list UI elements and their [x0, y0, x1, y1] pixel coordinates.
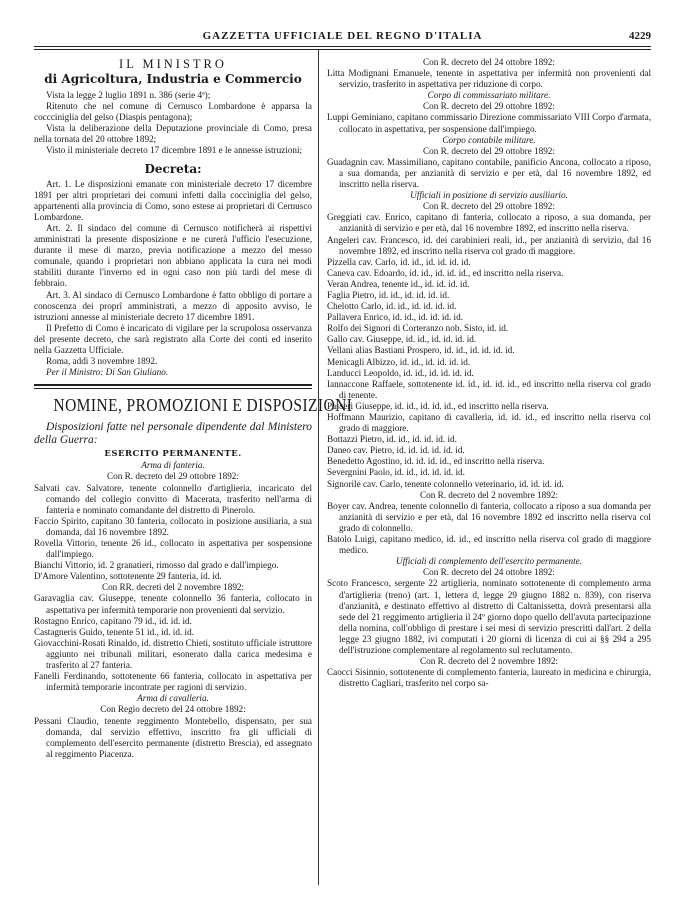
- entry-benedetto: Benedetto Agostino, id. id. id. id., ed inscritto nella riserva.: [327, 456, 545, 467]
- entry-bottazzi: Bottazzi Pietro, id. id., id. id. id. id.: [327, 434, 457, 445]
- decree-29-ottobre-c: Con R. decreto del 29 ottobre 1892:: [423, 201, 555, 212]
- entry-greggiati: Greggiati cav. Enrico, capitano di fanteria, collocato a riposo, a sua domanda, per anzianità di servizio e per età, dal 16 novembre 1892, ed inscritto nella riserva.: [327, 212, 651, 234]
- prefetto-paragraph: Il Prefetto di Como è incaricato di vigilare per la scrupolosa osservanza del presente decreto, che sarà registrato alla Corte dei conti ed inserito nella Gazzetta Ufficiale.: [34, 322, 312, 355]
- entry-litta: Litta Modignani Emanuele, tenente in aspettativa per infermità non provenienti dal servizio, trasferito in aspettativa per riduzione di corpo.: [327, 68, 651, 90]
- decree-2-novembre-b: Con R. decreto del 2 novembre 1892:: [419, 656, 559, 667]
- decree-2-novembre: Con RR. decreti del 2 novembre 1892:: [101, 582, 245, 593]
- arma-fanteria-heading: Arma di fanteria.: [141, 460, 205, 471]
- column-separator: [318, 50, 319, 885]
- decree-2-novembre-a: Con R. decreto del 2 novembre 1892:: [419, 489, 559, 500]
- entry-passeri: Passeri Giuseppe, id. id., id. id. id., ed inscritto nella riserva.: [327, 400, 549, 411]
- entry-landucci: Landucci Leopoldo, id. id., id. id. id. id.: [327, 367, 474, 378]
- section-title: NOMINE, PROMOZIONI E DISPOSIZIONI: [53, 395, 353, 416]
- entry-daneo: Daneo cav. Pietro, id. id. id. id. id. id.: [327, 445, 465, 456]
- article-3: Art. 3. Al sindaco di Cernusco Lombardone è fatto obbligo di portare a conoscenza dei proprî amministrati, a mezzo di apposito avviso, le istruzioni annesse al ministeriale decreto 17 dicembre 1891.: [34, 289, 312, 322]
- right-column: [327, 57, 651, 689]
- entry-hoffmann: Hoffmann Maurizio, capitano di cavalleria, id. id. id., ed inscritto nella riserva col grado di maggiore.: [327, 412, 651, 434]
- decree-24-ottobre-b: Con R. decreto del 24 ottobre 1892:: [423, 567, 555, 578]
- entry-menicagli: Menicagli Albizzo, id. id., id. id. id. id.: [327, 356, 471, 367]
- decree-29-ottobre: Con R. decreto del 29 ottobre 1892:: [107, 471, 239, 482]
- gazette-title: GAZZETTA UFFICIALE DEL REGNO D'ITALIA: [202, 30, 483, 42]
- left-column: [34, 57, 353, 760]
- entry-pizzella: Pizzella cav. Carlo, id. id., id. id. id. id.: [327, 256, 471, 267]
- decree-regio-24-ottobre: Con Regio decreto del 24 ottobre 1892:: [100, 704, 246, 715]
- entry-angeleri: Angeleri cav. Francesco, id. dei carabinieri reali, id., per anzianità di servizio, dal 16 novembre 1892, ed inscritto nella riserva col grado di maggiore.: [327, 234, 651, 256]
- decree-29-ottobre-b: Con R. decreto del 29 ottobre 1892:: [423, 145, 555, 156]
- ufficiali-complemento-heading: Ufficiali di complemento dell'esercito permanente.: [395, 556, 583, 567]
- entry-batolo: Batolo Luigi, capitano medico, id. id., ed inscritto nella riserva col grado di maggiore medico.: [327, 534, 651, 556]
- entry-iannaccone: Iannaccone Raffaele, sottotenente id. id., id. id. id., ed inscritto nella riserva col grado di tenente.: [327, 378, 651, 400]
- disposizioni-heading: Disposizioni fatte nel personale dipendente dal Ministero della Guerra:: [34, 421, 312, 447]
- entry-rovella: Rovella Vittorio, tenente 26 id., collocato in aspettativa per sospensione dall'impiego.: [34, 538, 312, 560]
- preamble-ritenuto: Ritenuto che nel comune di Cernusco Lombardone è apparsa la coccciniglia del gelso (Diaspis pentagona);: [34, 101, 312, 123]
- decreta-heading: Decreta:: [144, 161, 202, 176]
- entry-faglia: Faglia Pietro, id. id., id. id. id. id.: [327, 289, 450, 300]
- article-2: Art. 2. Il sindaco del comune di Cernusco notificherà ai rispettivi amministrati la presente disposizione e ne curerà l'ufficio l'esecuzione, durante il mese di marzo, previa notificazione a mezzo del messo comunale, quando i proprietari non abbiano applicata la cura nei modi stabiliti durante l'inverno ed in ogni caso non più tardi del mese di febbraio.: [34, 222, 312, 289]
- entry-castagneris: Castagneris Guido, tenente 51 id., id. id. id.: [34, 626, 194, 637]
- entry-giovacchini: Giovacchini-Rosati Rinaldo, id. distretto Chieti, sostituto ufficiale istruttore aggiunto nei tribunali militari, esonerato dalla carica medesima e trasferito al 27 fanteria.: [34, 637, 312, 671]
- entry-guadagnin: Guadagnin cav. Massimiliano, capitano contabile, panificio Ancona, collocato a riposo, a sua domanda, per anzianità di servizio e per età, dal 16 novembre 1892, ed inscritto nella riserva.: [327, 156, 651, 190]
- article-1: Art. 1. Le disposizioni emanate con ministeriale decreto 17 dicembre 1891 per altri proprietari dei comuni infetti dalla coccìniglia del gelso, appartenenti alla provincia di Como, sono estese ai proprietari di Cernusco Lombardone.: [34, 178, 312, 222]
- section-rule: [34, 384, 312, 386]
- entry-faccio: Faccio Spirito, capitano 30 fanteria, collocato in posizione ausiliaria, a sua domanda, dal 16 novembre 1892.: [34, 515, 312, 537]
- entry-gallo: Gallo cav. Giuseppe, id. id., id. id. id. id.: [327, 334, 477, 345]
- header-rule-thin: [34, 49, 651, 50]
- corpo-contabile-heading: Corpo contabile militare.: [442, 134, 536, 145]
- section-rule-thin: [34, 388, 312, 389]
- entry-caocci: Caocci Sisinnio, sottotenente di complemento fanteria, laureato in medicina e chirurgia, distretto Cagliari, trasferito nel corpo sa-: [327, 667, 651, 689]
- page-number: 4229: [629, 30, 651, 42]
- page-header: [34, 30, 651, 46]
- signature: Per il Ministro: Di San Giuliano.: [46, 367, 169, 378]
- entry-veran: Veran Andrea, tenente id., id. id. id. id.: [327, 278, 470, 289]
- corpo-commissariato-heading: Corpo di commissariato militare.: [427, 90, 551, 101]
- date-line: Roma, addì 3 novembre 1892.: [46, 356, 158, 367]
- entry-rolfo: Rolfo dei Signori di Corteranzo nob. Sisto, id. id.: [327, 323, 509, 334]
- entry-severgnini: Severgnini Paolo, id. id., id. id. id. id.: [327, 467, 465, 478]
- preamble-visto: Visto il ministeriale decreto 17 dicembre 1891 e le annesse istruzioni;: [46, 145, 303, 156]
- decree-24-ottobre: Con R. decreto del 24 ottobre 1892:: [423, 57, 555, 67]
- ministro-heading: IL MINISTRO: [119, 57, 227, 71]
- entry-fanelli: Fanelli Ferdinando, sottotenente 66 fanteria, collocato in aspettativa per infermità temporarie incontrate per ragioni di servizio.: [34, 671, 312, 693]
- entry-salvati: Salvati cav. Salvatore, tenente colonnello d'artiglieria, incaricato del comando del collegio convitto di Macerata, trasferito nell'arma di fanteria e nominato comandante del distretto di Pinerolo.: [34, 482, 312, 515]
- ufficiali-ausiliario-heading: Ufficiali in posizione di servizio ausiliario.: [410, 190, 568, 201]
- entry-boyer: Boyer cav. Andrea, tenente colonnello di fanteria, collocato a riposo a sua domanda per anzianità di servizio e per età, dal 16 novembre 1892 ed inscritto nella riserva col grado di colonnello.: [327, 500, 651, 533]
- entry-chelotto: Chelotto Carlo, id. id., id. id. id. id.: [327, 301, 457, 312]
- arma-cavalleria-heading: Arma di cavalleria.: [137, 693, 209, 704]
- preamble-deliberazione: Vista la deliberazione della Deputazione provinciale di Como, presa nella tornata del 20 ottobre 1892;: [34, 123, 312, 145]
- entry-signorile: Signorile cav. Carlo, tenente colonnello veterinario, id. id. id. id.: [327, 478, 564, 489]
- entry-scoto: Scoto Francesco, sergente 22 artiglieria, nominato sottotenente di complemento arma d'artiglieria (treno) (art. 1, lettera d, legge 29 giugno 1882 n. 839), con riserva d'anzianità, e destinato effettivo al distretto di Caltanissetta, dovrà presentarsi alla sede del 21 reggimento artiglieria il 24º giorno dopo quello dell'avuta partecipazione della nomina, coll'obbligo di prestare i sei mesi di servizio prescritti dall'art. 2 della legge 23 giugno 1882, ivi computati i 20 giorni di licenza di cui ai §§ 294 a 295 dell'istruzione complementare al regolamento sul reclutamento.: [327, 578, 651, 655]
- entry-bianchi: Bianchi Vittorio, id. 2 granatieri, rimosso dal grado e dall'impiego.: [34, 560, 279, 571]
- entry-damore: D'Amore Valentino, sottotenente 29 fanteria, id. id.: [34, 571, 222, 582]
- preamble-law: Vista la legge 2 luglio 1891 n. 386 (serie 4ª);: [46, 90, 211, 100]
- entry-rostagno: Rostagno Enrico, capitano 79 id., id. id. id.: [34, 615, 192, 626]
- entry-pallavera: Pallavera Enrico, id. id., id. id. id. id.: [327, 312, 464, 323]
- entry-luppi: Luppi Geminiano, capitano commissario Direzione commissariato VIII Corpo d'armata, collocato in aspettativa, per sospensione dall'impiego.: [327, 112, 651, 134]
- header-rule: [34, 46, 651, 47]
- entry-pessani: Pessani Claudio, tenente reggimento Montebello, dispensato, per sua domanda, dal servizio effettivo, inscritto fra gli ufficiali di complemento dell'esercito permanente (distretto Brescia), ed assegnato al reggimento Piacenza.: [34, 715, 312, 759]
- entry-caneva: Caneva cav. Edoardo, id. id., id. id. id., ed inscritto nella riserva.: [327, 267, 564, 278]
- esercito-heading: ESERCITO PERMANENTE.: [104, 449, 242, 460]
- ministry-heading: di Agricoltura, Industria e Commercio: [44, 72, 302, 86]
- entry-vellani: Vellani alias Bastiani Prospero, id. id., id. id. id. id.: [327, 345, 515, 356]
- decree-29-ottobre-a: Con R. decreto del 29 ottobre 1892:: [423, 101, 555, 112]
- entry-garavaglia: Garavaglia cav. Giuseppe, tenente colonnello 36 fanteria, collocato in aspettativa per infermità temporarie non provenienti dal servizio.: [34, 593, 312, 615]
